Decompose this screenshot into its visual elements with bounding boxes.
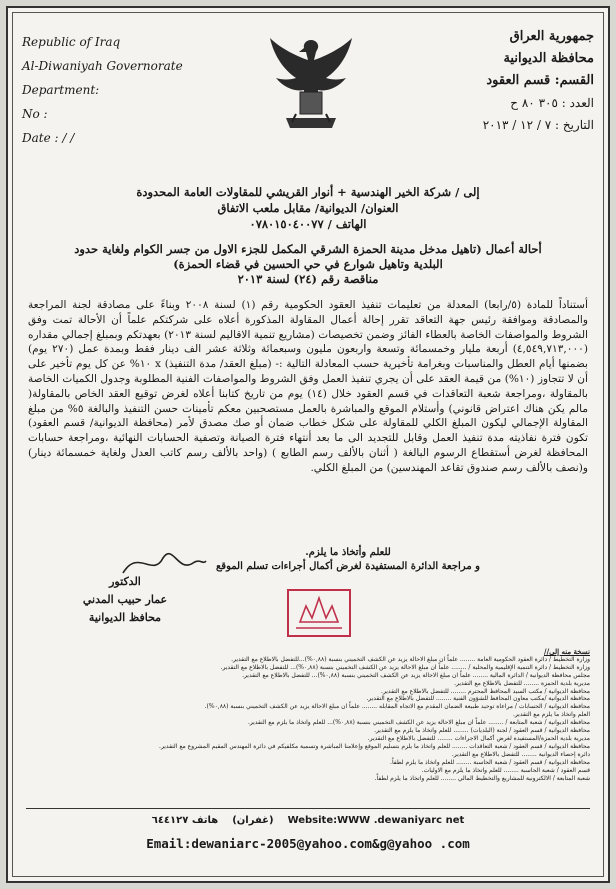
closing-line-2: و مراجعة الدائرة المستفيدة لغرض أكمال أجراءات تسلم الموقع — [215, 561, 480, 572]
footer-website-arabic: (غفران) — [232, 815, 274, 826]
header-number-ar: العدد : ٣٠٥ ٨٠ ح — [510, 96, 594, 110]
tender-number: مناقصة رقم (٢٤) لسنة ٢٠١٣ — [237, 272, 379, 286]
closing-line-1: للعلم وأتخاذ ما يلزم. — [305, 547, 391, 558]
copy-item: وزارة التخطيط / دائرة التنمية الإقليمية والمحلية / ........ علماً ان مبلغ الاحالة يزيد عن الكشف التخميني بنسبة (٠,٨٨%)... للتفضل بالاطلاع مع التقدير. — [220, 663, 590, 671]
copy-item: قسم العقود / شعبة الحاسبة ........ للعلم واتخاذ ما يلزم مع الاوليات. — [421, 766, 590, 774]
copy-item: مجلس محافظة الديوانية / الدائرة المالية ........ علماً ان مبلغ الاحالة يزيد عن الكشف التخميني بنسبة (٠,٨٨%)... للتفضل بالاطلاع مع التقدير. — [242, 671, 590, 679]
copy-item: مديرية بلدية الحمزة ........ للتفضل بالاطلاع مع التقدير. — [454, 679, 590, 687]
header-country: Republic of Iraq — [22, 35, 121, 49]
iraq-eagle-emblem-icon — [266, 30, 356, 140]
signatory-position: محافظ الديوانية — [88, 611, 162, 624]
copy-item: محافظة الديوانية / مكتب السيد المحافظ المحترم ........ للتفضل بالاطلاع مع التقدير. — [381, 687, 590, 695]
signatory-name: عمار حبيب المدني — [82, 593, 168, 606]
signatory-title: الدكتور — [109, 575, 141, 588]
official-stamp-icon — [286, 588, 352, 638]
header-arabic — [483, 26, 594, 136]
header-date-ar: التاريخ : ٧ / ١٢ / ٢٠١٣ — [482, 118, 594, 132]
footer-phone: هاتف ٦٤٤١٢٧ — [151, 815, 219, 826]
copies-title: نسخة منه إلى// — [544, 647, 590, 656]
footer-email: Email:dewaniarc-2005@yahoo.com&g@yahoo .com — [146, 836, 470, 851]
header-department: Department: — [22, 83, 100, 97]
subject-line-1: أحالة أعمال (تاهيل مدخل مدينة الحمزة الشرقي المكمل للجزء الاول من جسر الكوام ولغاية حدود — [74, 242, 542, 256]
footer-website: Website:WWW .dewaniyarc net — [287, 815, 465, 826]
footer-contact-line — [26, 815, 590, 826]
signature-block — [50, 573, 200, 627]
copy-item: محافظة الديوانية /مكتب معاون المحافظ للشؤون الفنية ........ للتفضل بالاطلاع مع التقدير. — [366, 695, 590, 703]
header-country-ar: جمهورية العراق — [509, 29, 594, 44]
copy-item: محافظة الديوانية / الحسابات / مراعاة توحيد طبيعة الضمان المقدم مع الاتجاه المقابله ........ علماً ان مبلغ الاحالة يزيد عن الكشف التخميني بنسبة (٠,٨٨%). — [204, 703, 590, 711]
copy-item: شعبة المتابعة / الالكترونية للمشاريع والتخطيط المالي ........ للعلم واتخاذ ما يلزم لطفاً. — [374, 774, 590, 782]
copy-item: محافظة الديوانية / قسم العقود / لجنة (البلديات) ........ للعلم واتخاذ ما يلزم مع التقدير. — [374, 727, 590, 735]
copy-item: العلم واتخاذ ما يلزم مع التقدير. — [512, 711, 590, 719]
subject-line-2: البلدية وتاهيل شوارع في حي الحسين في قضاء الحمزة) — [173, 257, 443, 271]
letter-body — [28, 298, 588, 476]
header-date: Date : / / — [22, 131, 75, 145]
recipient-address: العنوان/ الديوانية/ مقابل ملعب الاتفاق — [217, 201, 399, 215]
recipient-block — [28, 184, 588, 232]
body-paragraph: أستناداً للمادة (٥/رابعا) المعدلة من تعليمات تنفيذ العقود الحكومية رقم (١) لسنة ٢٠٠٨ وبناءً على مصادقة لجنة المراجعة والمصادقة وموافقة رئيس جهة التعاقد تقرر إحالة أعمال المقاولة المذكورة أعلاه على شركتكم علماً أن الأحالة تمت وفق الشروط والمواصفات الخاصة بالعطاء الفائز وضمن تخصيصات (مشاريع تنمية الاقاليم لسنة ٢٠١٣) بعهدتكم وبمبلغ إجمالي مقداره (٤,٥٤٩,٧١٣,٠٠٠) أربعة مليار وخمسمائة وتسعة واربعون مليون وسبعمائة وثلاثة عشر الف دينار فقط وبمدة عمل (٢٧٠ يوم) بضمنها أيام العطل والمناسبات وبغرامة تأخيرية حسب المعادلة التالية :- (مبلغ العقد/ مدة التنفيذ) x ١٠% عن كل يوم تأخير على أن لا تتجاوز (١٠%) من قيمة العقد على أن يجري تنفيذ العمل وفق الشروط والمواصفات الفنية المطلوبة وجدول الكميات الخاصة بالمقاولة ،ومراجعة شعبة التعاقدات في قسم العقود خلال (١٤) يوم من تاريخ كتابنا أعلاه لغرض توقيع العقد الخاص بالمقاولة( مالم يكن هناك اعتراض قانوني) وأستلام الموقع والمباشرة بالعمل مستصحبين معكم تأمينات حسن التنفيذ والبالغة ٥% من مبلغ المقاولة الإجمالي ليكون المبلغ الكلي للمقاولة على شكل خطاب ضمان أو صك مصدق لأمر (محافظة الديوانية/ قسم العقود) تكون فترة نفاذيته مدة تنفيذ العمل وقابل للتجديد الى ما بعد أنتهاء فترة الصيانة وتصفية الحسابات النهائية ،ومراجعة حسابات المحافظة لغرض أستقطاع الرسوم البالغة ( أثنان بالألف رسم الطابع ) (واحد بالألف رسم كاتب العدل ولغاية خمسمائة دينار) و(نصف بالألف رسم صندوق تقاعد المهندسين) من المبلغ الكلي. — [28, 299, 588, 474]
copy-item: محافظة الديوانية / قسم العقود / شعبة الحاسبة ........ للعلم واتخاذ ما يلزم لطفاً. — [390, 758, 590, 766]
header-english — [22, 30, 183, 150]
copy-item: دائرة إحصاء الديوانية ........ للتفضل بالاطلاع مع التقدير. — [451, 750, 590, 758]
recipient-company: إلى / شركة الخير الهندسية + أنوار القريشي للمقاولات العامة المحدودة — [136, 185, 480, 199]
header-number: No : — [22, 107, 48, 121]
document-page — [6, 6, 610, 883]
copies-list — [26, 648, 590, 782]
recipient-phone: الهاتف / ٠٧٨٠١٥٠٤٠٠٧٧ — [249, 217, 367, 231]
copy-item: مديرية بلدية الحمزة/المستفيدة لغرض أكمال الاجراءات ........ للتفضل بالاطلاع مع التقدير. — [367, 734, 590, 742]
header-governorate-ar: محافظة الديوانية — [503, 51, 594, 66]
header-department-ar: القسم: قسم العقود — [486, 73, 594, 88]
copy-item: محافظة الديوانية / شعبة المتابعة / ........ علماً ان مبلغ الاحالة يزيد عن الكشف التخميني بنسبة (٠,٨٨%)... للعلم واتخاذ ما يلزم مع التقدير. — [247, 719, 590, 727]
copy-item: محافظة الديوانية / قسم العقود / شعبة التعاقدات ........ للعلم واتخاذ ما يلزم بتسليم الموقع وإعلامنا المباشرة وتسمية مكلفيكم في دائرة المهندس المقيم المشروع مع التقدير. — [159, 742, 590, 750]
subject-block — [28, 242, 588, 287]
header-governorate: Al-Diwaniyah Governorate — [22, 59, 183, 73]
footer — [26, 808, 590, 851]
copy-item: وزارة التخطيط / دائرة العقود الحكومية العامة ........ علماً ان مبلغ الاحالة يزيد عن الكشف التخميني بنسبة (٠,٨٨%)...للتفضل بالاطلاع مع التقدير. — [231, 655, 590, 663]
